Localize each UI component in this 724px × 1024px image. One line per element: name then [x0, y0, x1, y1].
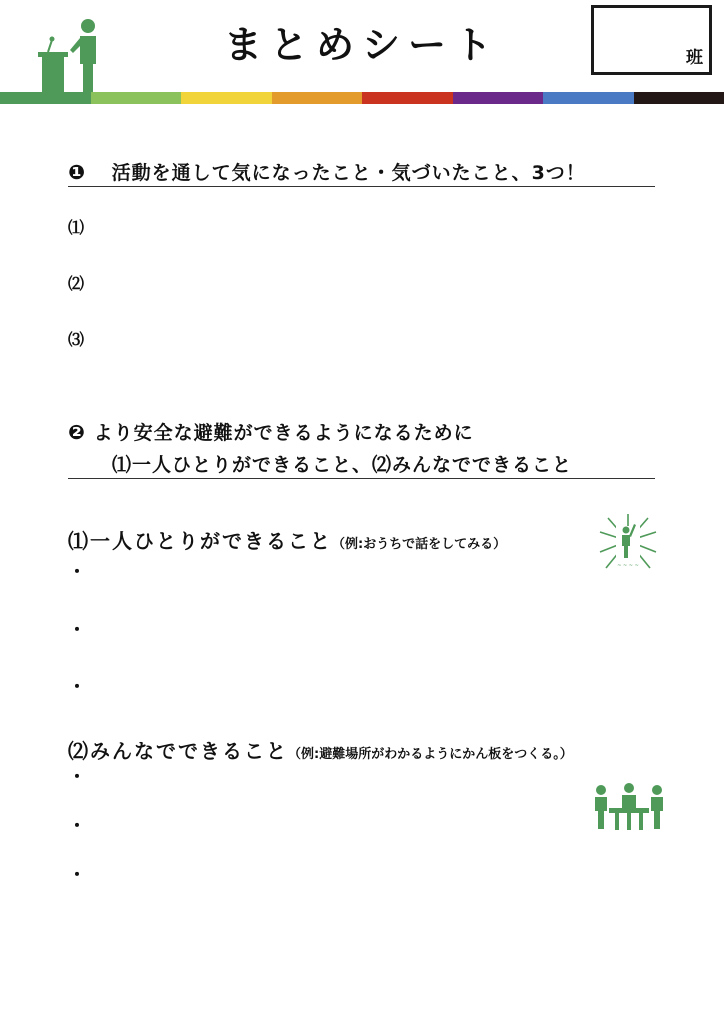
svg-text:~ ~ ~ ~: ~ ~ ~ ~	[617, 563, 639, 569]
together-bullet-1[interactable]: ・	[68, 767, 86, 788]
section2-marker: ❷	[68, 420, 86, 444]
section1-item-2[interactable]: ⑵	[68, 274, 85, 293]
together-title-text: ⑵みんなでできること	[68, 739, 288, 763]
section1-item-1[interactable]: ⑴	[68, 218, 85, 237]
group-name-box[interactable]	[591, 5, 712, 75]
stripe-segment	[362, 92, 453, 104]
together-bullet-3[interactable]: ・	[68, 865, 86, 886]
color-stripe-bar	[0, 92, 724, 104]
section1-heading	[68, 158, 586, 185]
stripe-segment	[272, 92, 363, 104]
page-title: まとめシート	[223, 23, 500, 67]
together-example: （例:避難場所がわかるようにかん板をつくる。）	[288, 747, 573, 762]
individual-bullet-3[interactable]: ・	[68, 677, 86, 698]
together-bullet-2[interactable]: ・	[68, 816, 86, 837]
stripe-segment	[0, 92, 91, 104]
individual-title-text: ⑴一人ひとりができること	[68, 529, 332, 553]
individual-title	[68, 525, 506, 554]
together-title	[68, 735, 573, 764]
section2-heading-line1: より安全な避難ができるようになるために	[93, 422, 474, 444]
stripe-segment	[91, 92, 182, 104]
section2-heading-line2: ⑴一人ひとりができること、⑵みんなでできること	[112, 454, 573, 476]
section2-underline	[68, 478, 655, 479]
section2-heading	[68, 418, 474, 445]
raised-hand-person-icon	[598, 512, 658, 570]
section1-heading-text: 活動を通して気になったこと・気づいたこと、3つ！	[111, 162, 586, 184]
individual-bullet-2[interactable]: ・	[68, 620, 86, 641]
stripe-segment	[453, 92, 544, 104]
stripe-segment	[543, 92, 634, 104]
individual-example: （例:おうちで話をしてみる）	[332, 537, 507, 552]
individual-bullet-1[interactable]: ・	[68, 562, 86, 583]
section1-underline	[68, 186, 655, 187]
section1-marker: ❶	[68, 160, 86, 184]
group-label: 班	[686, 48, 703, 68]
stripe-segment	[634, 92, 724, 104]
group-meeting-icon	[593, 782, 665, 832]
section1-item-3[interactable]: ⑶	[68, 330, 85, 349]
stripe-segment	[181, 92, 272, 104]
